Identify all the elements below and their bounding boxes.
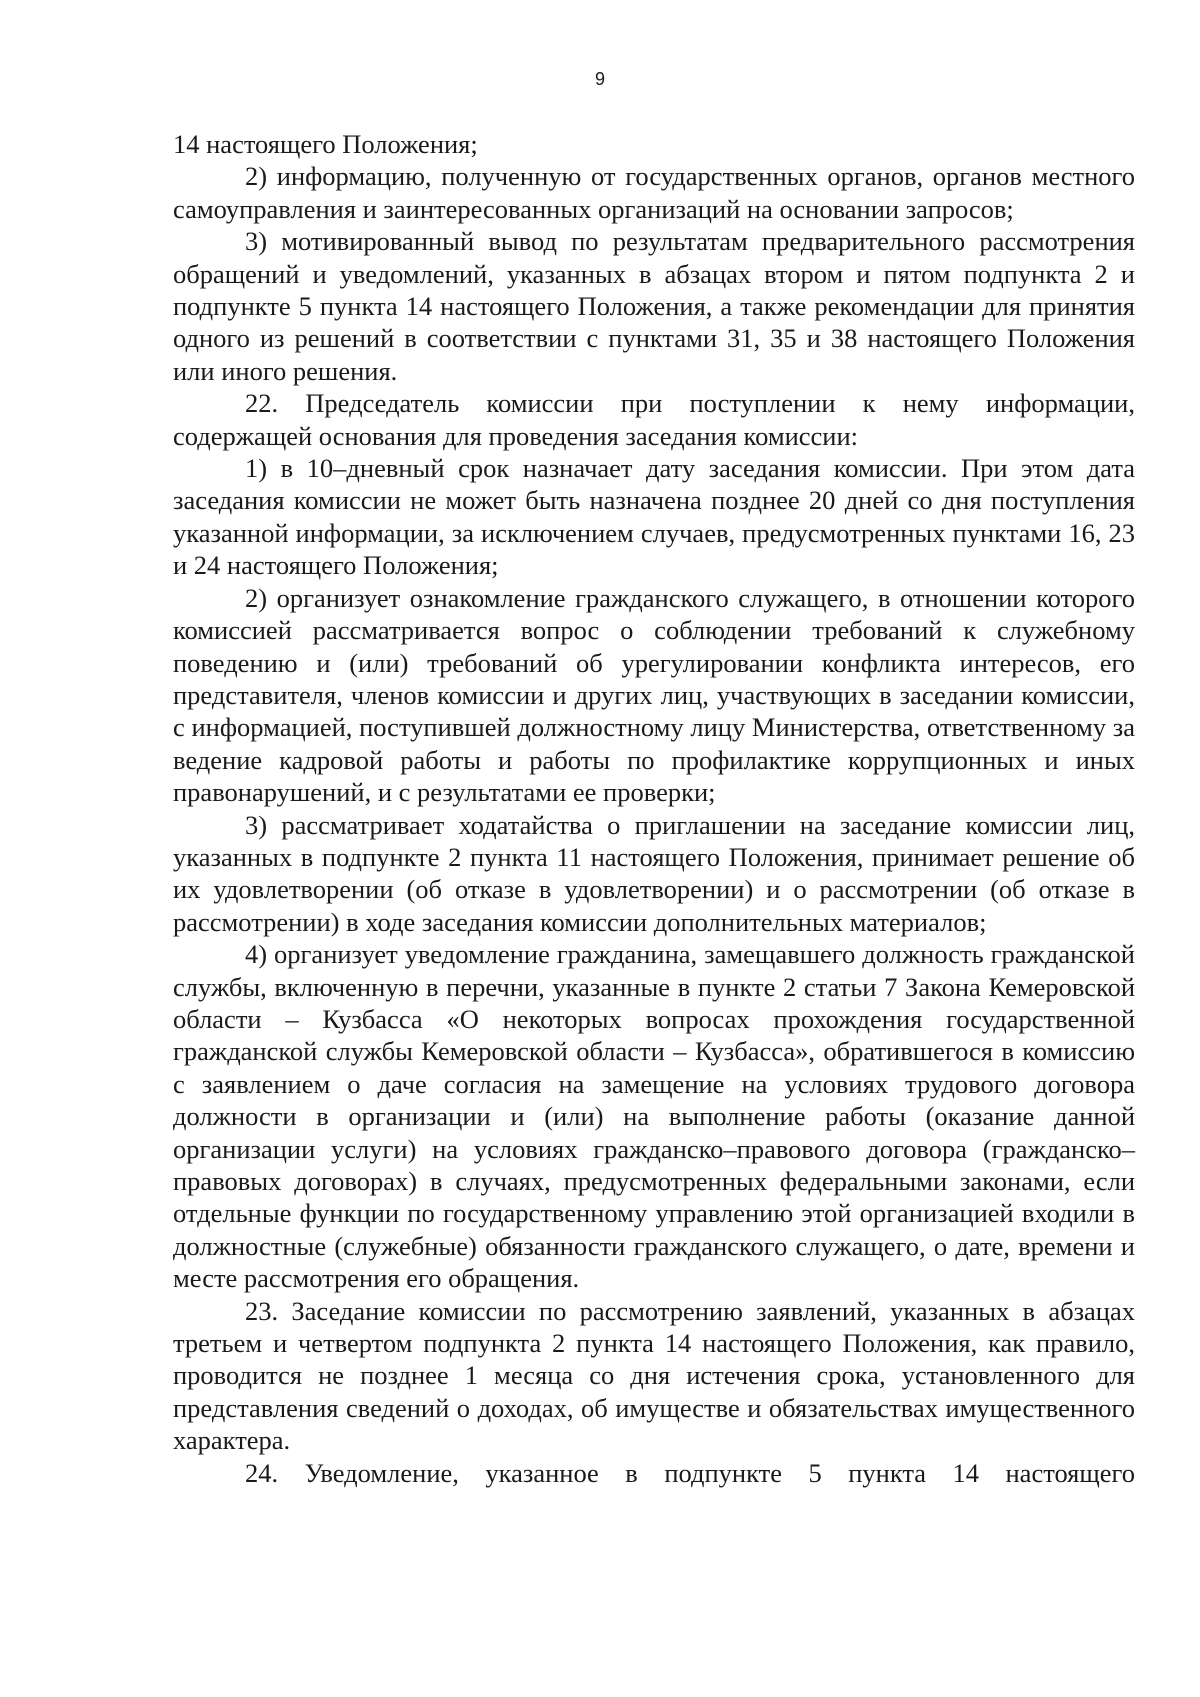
- paragraph-clause-22: 22. Председатель комиссии при поступлении к нему информации, содержащей основания для проведения заседания комиссии:: [173, 388, 1135, 451]
- paragraph-clause-23: 23. Заседание комиссии по рассмотрению заявлений, указанных в абзацах третьем и четвертом подпункта 2 пункта 14 настоящего Положения, как правило, проводится не позднее 1 месяца со дня истечения срока, установленного для представления сведений о доходах, об имуществе и обязательствах имущественного характера.: [173, 1295, 1135, 1456]
- document-body: [173, 128, 1135, 1489]
- paragraph-continuation: 14 настоящего Положения;: [173, 129, 478, 159]
- page-number: 9: [594, 69, 605, 89]
- paragraph-clause-22-item-3: 3) рассматривает ходатайства о приглашении на заседание комиссии лиц, указанных в подпункте 2 пункта 11 настоящего Положения, принимает решение об их удовлетворении (об отказе в удовлетворении) и о рассмотрении (об отказе в рассмотрении) в ходе заседания комиссии дополнительных материалов;: [173, 809, 1135, 937]
- paragraph-item-3: 3) мотивированный вывод по результатам предварительного рассмотрения обращений и уведомлений, указанных в абзацах втором и пятом подпункта 2 и подпункте 5 пункта 14 настоящего Положения, а также рекомендации для принятия одного из решений в соответствии с пунктами 31, 35 и 38 настоящего Положения или иного решения.: [173, 226, 1135, 386]
- paragraph-clause-22-item-4: 4) организует уведомление гражданина, замещавшего должность гражданской службы, включенную в перечни, указанные в пункте 2 статьи 7 Закона Кемеровской области – Кузбасса «О некоторых вопросах прохождения государственной гражданской службы Кемеровской области – Кузбасса», обратившегося в комиссию с заявлением о даче согласия на замещение на условиях трудового договора должности в организации и (или) на выполнение работы (оказание данной организации услуги) на условиях гражданско–правового договора (гражданско–правовых договорах) в случаях, предусмотренных федеральными законами, если отдельные функции по государственному управлению этой организацией входили в должностные (служебные) обязанности гражданского служащего, о дате, времени и месте рассмотрения его обращения.: [173, 939, 1135, 1294]
- paragraph-clause-24: 24. Уведомление, указанное в подпункте 5 пункта 14 настоящего: [245, 1457, 1135, 1488]
- paragraph-clause-22-item-2: 2) организует ознакомление гражданского служащего, в отношении которого комиссией рассматривается вопрос о соблюдении требований к служебному поведению и (или) требований об урегулировании конфликта интересов, его представителя, членов комиссии и других лиц, участвующих в заседании комиссии, с информацией, поступившей должностному лицу Министерства, ответственному за ведение кадровой работы и работы по профилактике коррупционных и иных правонарушений, и с результатами ее проверки;: [173, 582, 1135, 808]
- paragraph-item-2: 2) информацию, полученную от государственных органов, органов местного самоуправления и заинтересованных организаций на основании запросов;: [173, 161, 1135, 224]
- paragraph-clause-22-item-1: 1) в 10–дневный срок назначает дату заседания комиссии. При этом дата заседания комиссии не может быть назначена позднее 20 дней со дня поступления указанной информации, за исключением случаев, предусмотренных пунктами 16, 23 и 24 настоящего Положения;: [173, 453, 1135, 581]
